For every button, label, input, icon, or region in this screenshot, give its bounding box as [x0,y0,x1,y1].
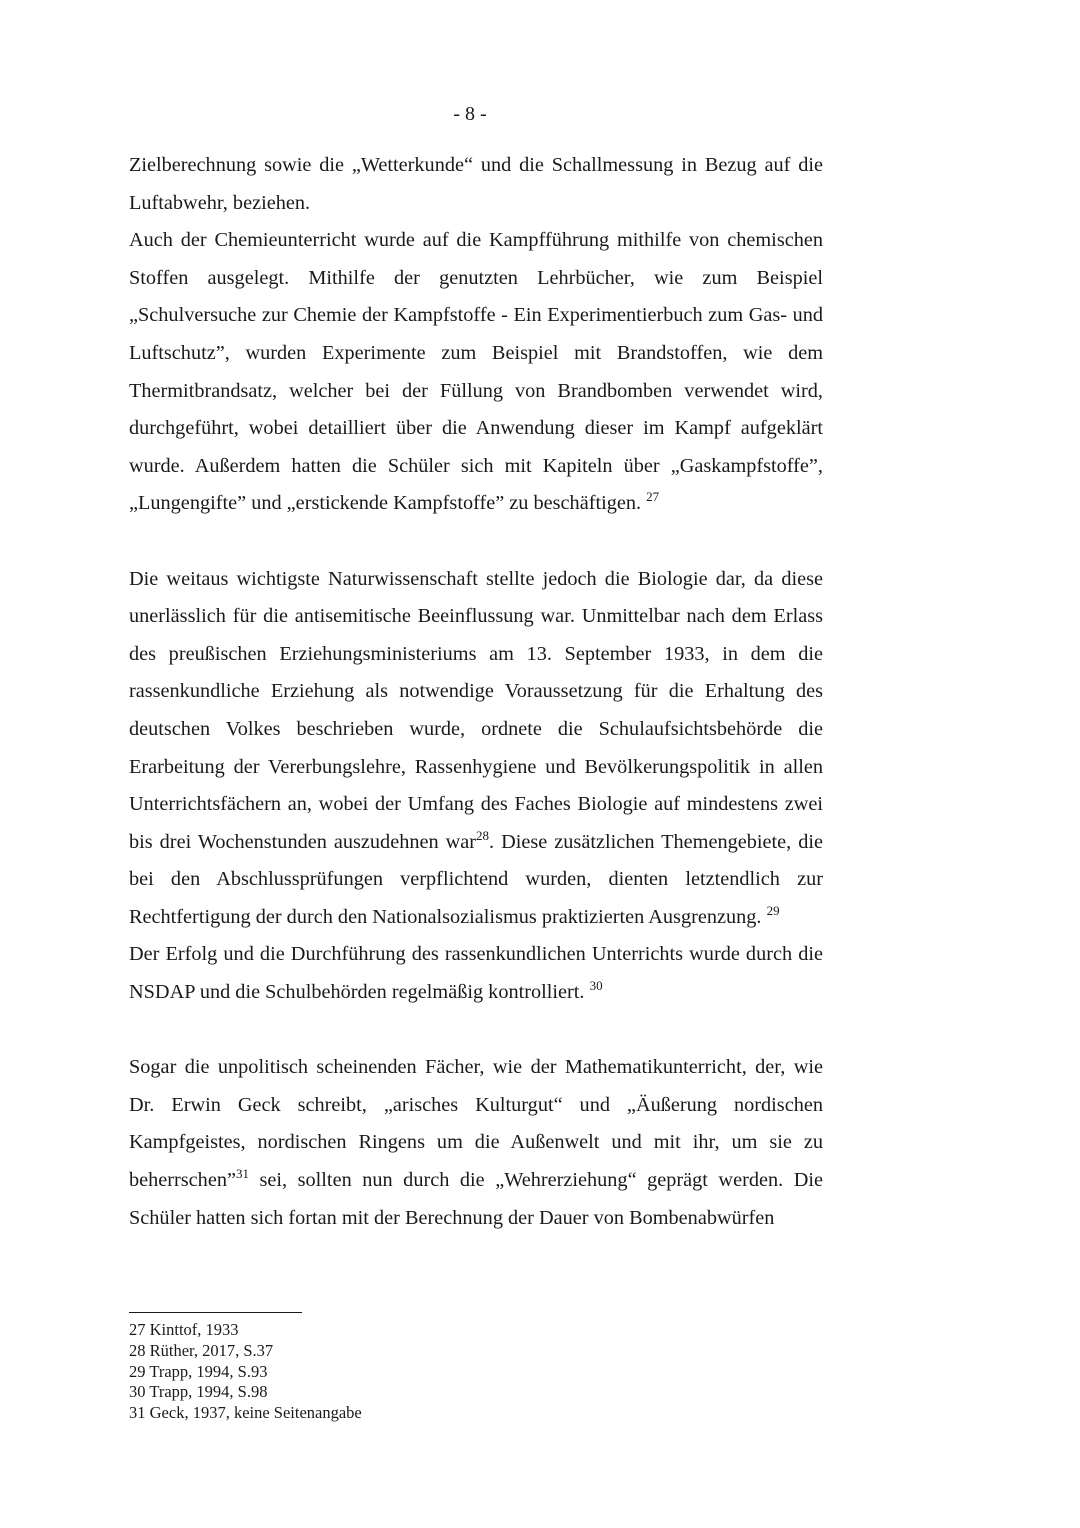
page-number: - 8 - [453,103,487,125]
footnote-27: 27 Kinttof, 1933 [129,1320,239,1339]
paragraph-2-text: Auch der Chemieunterricht wurde auf die Kampfführung mithilfe von chemischen Stoffen ausgelegt. Mithilfe der genutzten Lehrbücher, wie zum Beispiel „Schulversuche zur Chemie der Kampfstoffe - Ein Experimentierbuch zum Gas- und Luftschutz”, wurden Experimente zum Beispiel mit Brandstoffen, wie dem Thermitbrandsatz, welcher bei der Füllung von Brandbomben verwendet wird, durchgeführt, wobei detailliert über die Anwendung dieser im Kampf aufgeklärt wurde. Außerdem hatten die Schüler sich mit Kapiteln über „Gaskampfstoffe”, „Lungengifte” und „erstickende Kampfstoffe” zu beschäftigen. [129,229,823,515]
footnote-ref-27: 27 [646,489,660,505]
paragraph-1 [129,147,823,222]
paragraph-gap [129,523,823,561]
footnote-separator [129,1312,302,1313]
footnote-ref-31: 31 [235,1166,249,1182]
paragraph-5-text-a: Sogar die unpolitisch scheinenden Fächer, wie der Mathematikunterricht, der, wie Dr. Erwin Geck schreibt, „arisches Kulturgut“ und „Äußerung nordischen Kampfgeistes, nordischen Ringens um die Außenwelt und mit ihr, um sie zu beherrschen” [129,1056,823,1192]
footnote-28: 28 Rüther, 2017, S.37 [129,1340,274,1360]
paragraph-3 [129,561,823,937]
footnote-ref-29: 29 [766,902,780,918]
paragraph-5-text-b: sei, sollten nun durch die „Wehrerziehung“ geprägt werden. Die Schüler hatten sich fortan mit der Berechnung der Dauer von Bombenabwürfen [129,1169,823,1229]
paragraph-4-text: Der Erfolg und die Durchführung des rassenkundlichen Unterrichts wurde durch die NSDAP und die Schulbehörden regelmäßig kontrolliert. [129,943,823,1004]
footnote-29: 29 Trapp, 1994, S.93 [129,1361,268,1381]
paragraph-3-text-b: . Diese zusätzlichen Themengebiete, die bei den Abschlussprüfungen verpflichtend wurden, dienten letztendlich zur Rechtfertigung der durch den Nationalsozialismus praktizierten Ausgrenzung. [129,830,824,928]
footnote-31: 31 Geck, 1937, keine Seitenangabe [129,1403,362,1423]
footnotes [129,1320,729,1424]
footnote-ref-28: 28 [476,827,490,843]
paragraph-gap [129,1012,823,1050]
paragraph-3-text-a: Die weitaus wichtigste Naturwissenschaft stellte jedoch die Biologie dar, da diese unerlässlich für die antisemitische Beeinflussung war. Unmittelbar nach dem Erlass des preußischen Erziehungsministeriums am 13. September 1933, in dem die rassenkundliche Erziehung als notwendige Voraussetzung für die Erhaltung des deutschen Volkes beschrieben wurde, ordnete die Schulaufsichtsbehörde die Erarbeitung der Vererbungslehre, Rassenhygiene und Bevölkerungspolitik in allen Unterrichtsfächern an, wobei der Umfang des Faches Biologie auf mindestens zwei bis drei Wochenstunden auszudehnen war [129,567,823,853]
paragraph-1-text: Zielberechnung sowie die „Wetterkunde“ und die Schallmessung in Bezug auf die Luftabwehr, beziehen. [129,154,823,214]
body-text [129,147,823,1237]
paragraph-2 [129,222,823,523]
paragraph-5 [129,1049,823,1237]
footnote-30: 30 Trapp, 1994, S.98 [129,1382,268,1402]
paragraph-4 [129,936,823,1011]
footnote-ref-30: 30 [589,978,603,994]
